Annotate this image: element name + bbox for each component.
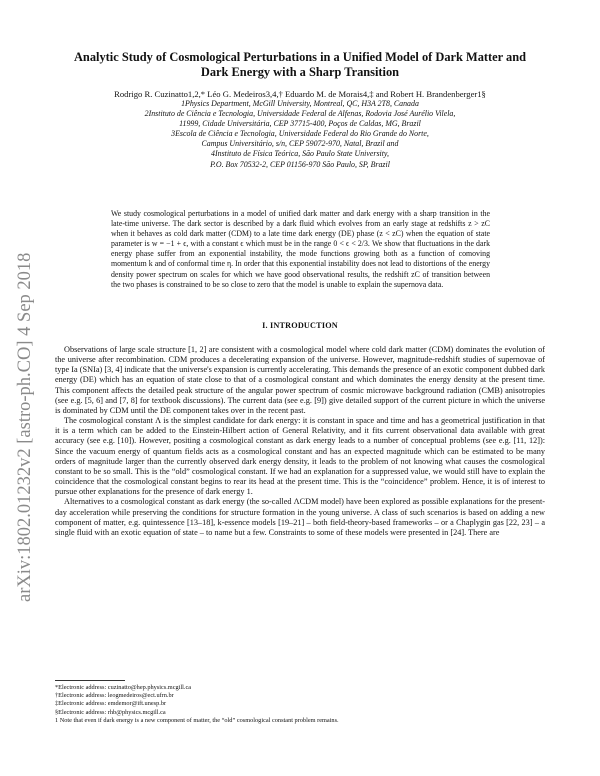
footnote-email: ‡Electronic address: emdemor@ift.unesp.br	[55, 700, 167, 708]
paragraph: Alternatives to a cosmological constant as dark energy (the so-called ΛCDM model) have been explored as possible explanations for the present-day acceleration while preserving the conditions for structure formation in the young universe. A class of such scenarios is based on adding a new component of matter, e.g. quintessence [13–18], k-essence models [19–21] – both field-theory-based frameworks – or a Chaplygin gas [22, 23] – a single fluid with an exotic equation of state – to name but a few. Constraints to some of these models were presented in [24]. There are	[55, 497, 545, 537]
footnote-note: 1 Note that even if dark energy is a new component of matter, the “old” cosmological constant problem remains.	[55, 716, 339, 724]
affiliation-line: 11999, Cidade Universitária, CEP 37715-400, Poços de Caldas, MG, Brazil	[179, 119, 421, 129]
title-line-1: Analytic Study of Cosmological Perturbations in a Unified Model of Dark Matter and	[73, 50, 527, 64]
affiliation-line: 3Escola de Ciência e Tecnologia, Universidade Federal do Rio Grande do Norte,	[171, 129, 429, 139]
body-text	[55, 345, 545, 538]
footnote-email: §Electronic address: rhb@physics.mcgill.ca	[55, 708, 166, 716]
footnote-email: *Electronic address: cuzinatto@hep.physics.mcgill.ca	[55, 684, 192, 691]
affiliations	[60, 99, 540, 170]
paragraph: The cosmological constant Λ is the simplest candidate for dark energy: it is constant in space and time and has a geometrical justification in that it is a term which can be added to the Einstein-Hilbert action of General Relativity, and it fits current observational data available with great accuracy (see e.g. [10]). However, positing a cosmological constant as dark energy leads to a number of conceptual problems (see e.g. [11, 12]): Since the vacuum energy of quantum fields acts as a cosmological constant and has an expected magnitude which can be estimated to be many orders of magnitude larger than the currently observed dark energy density, it leads to the problem of not knowing what causes the cosmological constant to be so small. This is the “old” cosmological constant. If we had an explanation for a suppressed value, we would still have to explain the coincidence that the cosmological constant begins to rear its head at the present time. This is the “coincidence” problem. Hence, it is of interest to pursue other explanations for the presence of dark energy 1.	[55, 416, 545, 497]
footnote-divider	[55, 680, 125, 681]
affiliation-line: 2Instituto de Ciência e Tecnologia, Universidade Federal de Alfenas, Rodovia José Aurélio Vilela,	[144, 109, 456, 119]
section-heading: I. INTRODUCTION	[262, 321, 338, 330]
arxiv-identifier[interactable]: arXiv:1802.01232v2 [astro-ph.CO] 4 Sep 2018	[15, 252, 35, 602]
footnotes	[55, 684, 545, 725]
abstract: We study cosmological perturbations in a model of unified dark matter and dark energy with a sharp transition in the late-time universe. The dark sector is described by a dark fluid which evolves from an early stage at redshifts z > zC when it behaves as cold dark matter (CDM) to a late time dark energy (DE) phase (z < zC) when the equation of state parameter is w = −1 + ϵ, with a constant ϵ which must be in the range 0 < ϵ < 2/3. We show that fluctuations in the dark energy phase suffer from an exponential instability, the mode functions growing both as a function of comoving momentum k and of conformal time η. In order that this exponential instability does not lead to distortions of the energy density power spectrum on scales for which we have good observational results, the redshift zC of transition between the two phases is constrained to be so close to zero that the model is unable to explain the supernova data.	[111, 209, 490, 289]
affiliation-line: 4Instituto de Física Teórica, São Paulo State University,	[211, 149, 389, 159]
paper-title	[40, 50, 560, 80]
affiliation-line: Campus Universitário, s/n, CEP 59072-970, Natal, Brazil and	[201, 139, 399, 149]
affiliation-line: P.O. Box 70532-2, CEP 01156-970 São Paulo, SP, Brazil	[210, 159, 390, 169]
affiliation-line: 1Physics Department, McGill University, Montreal, QC, H3A 2T8, Canada	[181, 99, 419, 108]
title-line-2: Dark Energy with a Sharp Transition	[200, 65, 400, 79]
footnote-email: †Electronic address: leogmedeiros@ect.ufrn.br	[55, 692, 174, 700]
paragraph: Observations of large scale structure [1, 2] are consistent with a cosmological model where cold dark matter (CDM) dominates the evolution of the universe after recombination. CDM produces a decelerating expansion of the universe. However, magnitude-redshift studies of supernovae of type Ia (SNIa) [3, 4] indicate that the universe's expansion is currently accelerating. This demands the presence of an exotic component dubbed dark energy (DE) which has an equation of state close to that of a cosmological constant and which dominates the energy density at the present time. This component affects the detailed peak structure of the angular power spectrum of cosmic microwave background radiation (CMB) anisotropies (see e.g. [5, 6] and [7, 8] for textbook discussions). The current data (see e.g. [9]) give detailed support of the current picture in which the universe is dominated by CDM until the DE component takes over in the recent past.	[55, 345, 545, 415]
author-list: Rodrigo R. Cuzinatto1,2,* Léo G. Medeiros3,4,† Eduardo M. de Morais4,‡ and Robert H. Brandenberger1§	[114, 89, 486, 99]
